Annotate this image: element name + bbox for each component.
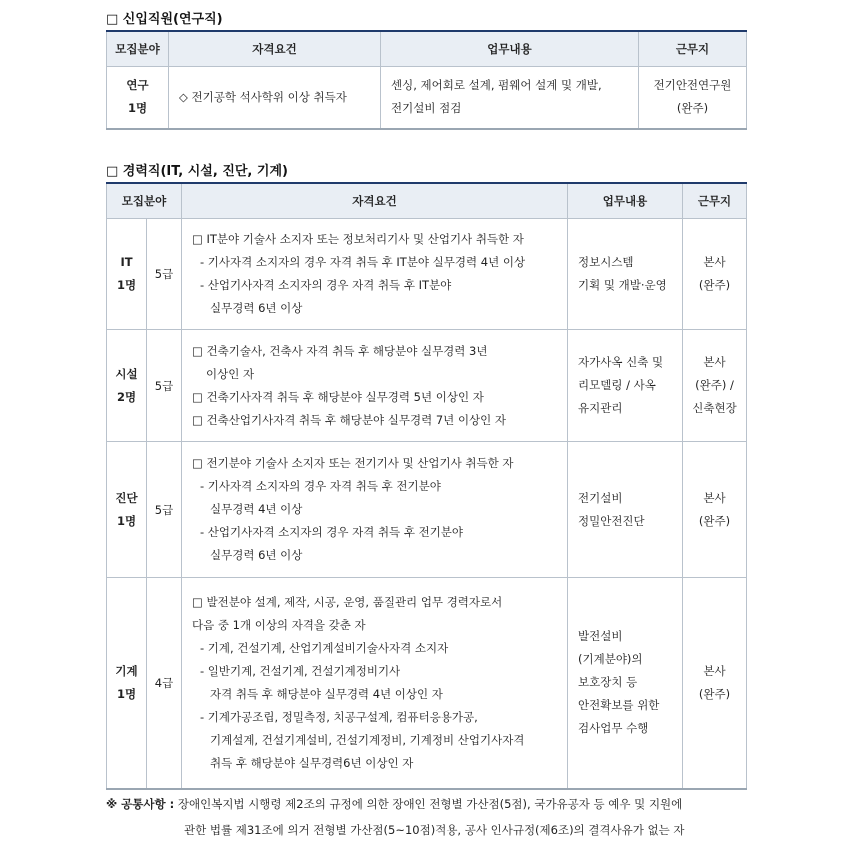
qual-line: 실무경력 6년 이상: [210, 548, 303, 562]
duty-line: 자가사옥 신축 및: [578, 355, 664, 369]
field-cell: [107, 330, 147, 442]
field-name: 시설: [115, 366, 138, 381]
duty-line: 검사업무 수행: [578, 721, 649, 736]
table-header-row: [107, 183, 747, 219]
field-count: 2명: [116, 389, 137, 404]
qual-line: ◇ 전기공학 석사학위 이상 취득자: [179, 89, 347, 104]
table-row: [107, 67, 747, 129]
location-line: 본사: [703, 663, 726, 678]
table-row: [107, 219, 747, 330]
footnote-line2: 관한 법률 제31조에 의거 전형별 가산점(5~10점)적용, 공사 인사규정(제6조)의 결격사유가 없는 자: [184, 823, 685, 837]
qual-cell: [169, 67, 381, 129]
footnote-line1: 장애인복지법 시행령 제2조의 규정에 의한 장애인 전형별 가산점(5점), 국가유공자 등 예우 및 지원에: [177, 797, 683, 811]
grade-cell: 5급: [147, 442, 182, 578]
duty-cell: [568, 578, 683, 789]
location-line: 본사: [703, 255, 726, 269]
location-line: (완주): [698, 278, 731, 292]
duty-line: 정보시스템: [578, 255, 634, 269]
location-line: 신축현장: [692, 401, 737, 415]
qual-line: □ 건축기술사, 건축사 자격 취득 후 해당분야 실무경력 3년: [192, 343, 488, 358]
field-cell: [107, 578, 147, 789]
header-qual: 자격요건: [182, 183, 568, 219]
duty-line: 안전확보를 위한: [578, 698, 660, 713]
field-count: 1명: [127, 101, 148, 116]
qual-line: - 기계가공조립, 정밀측정, 치공구설계, 컴퓨터응용가공,: [200, 709, 478, 724]
header-field: 모집분야: [107, 31, 169, 67]
qual-line: 다음 중 1개 이상의 자격을 갖춘 자: [192, 617, 366, 632]
duty-line: 센싱, 제어회로 설계, 펌웨어 설계 및 개발,: [391, 78, 602, 93]
qual-line: - 기계, 건설기계, 산업기계설비기술사자격 소지자: [200, 640, 449, 655]
qual-line: □ 발전분야 설계, 제작, 시공, 운영, 품질관리 업무 경력자로서: [192, 594, 503, 609]
location-line: (완주): [698, 513, 731, 528]
field-name: 진단: [115, 490, 138, 505]
field-name: IT: [120, 255, 133, 269]
grade-cell: 5급: [147, 219, 182, 330]
duty-line: (기계분야)의: [578, 652, 643, 667]
field-count: 1명: [116, 686, 137, 701]
location-line: 본사: [703, 355, 726, 369]
header-duty: 업무내용: [568, 183, 683, 219]
footnote-line1-wrap: [106, 791, 685, 817]
duty-cell: [568, 442, 683, 578]
table-header-row: [107, 31, 747, 67]
qual-line: □ 전기분야 기술사 소지자 또는 전기기사 및 산업기사 취득한 자: [192, 456, 514, 470]
qual-line: - 기사자격 소지자의 경우 자격 취득 후 IT분야 실무경력 4년 이상: [200, 255, 526, 269]
qual-line: - 산업기사자격 소지자의 경우 자격 취득 후 전기분야: [200, 525, 464, 539]
qual-line: □ 건축산업기사자격 취득 후 해당분야 실무경력 7년 이상인 자: [192, 412, 507, 427]
header-field: 모집분야: [107, 183, 182, 219]
qual-line: 기계설계, 건설기계설비, 건설기계정비, 기계정비 산업기사자격: [210, 732, 525, 747]
field-name: 기계: [115, 663, 138, 678]
qual-cell: [182, 578, 568, 789]
qual-line: - 기사자격 소지자의 경우 자격 취득 후 전기분야: [200, 479, 441, 493]
qual-cell: [182, 219, 568, 330]
qual-line: 이상인 자: [206, 366, 255, 381]
duty-line: 보호장치 등: [578, 675, 638, 690]
qual-line: 취득 후 해당분야 실무경력6년 이상인 자: [210, 755, 414, 770]
duty-cell: [381, 67, 639, 129]
header-duty: 업무내용: [381, 31, 639, 67]
duty-line: 전기설비 점검: [391, 101, 462, 116]
field-name: 연구: [126, 78, 149, 93]
duty-line: 정밀안전진단: [578, 513, 645, 528]
field-cell: [107, 442, 147, 578]
qual-cell: [182, 330, 568, 442]
location-cell: [683, 578, 747, 789]
field-count: 1명: [116, 278, 137, 292]
duty-cell: [568, 219, 683, 330]
field-cell: [107, 67, 169, 129]
location-cell: [683, 330, 747, 442]
location-cell: [639, 67, 747, 129]
footnote-label: ※ 공통사항 :: [106, 797, 175, 811]
header-location: 근무지: [683, 183, 747, 219]
qual-line: - 일반기계, 건설기계, 건설기계정비기사: [200, 663, 401, 678]
grade-cell: 4급: [147, 578, 182, 789]
header-location: 근무지: [639, 31, 747, 67]
header-qual: 자격요건: [169, 31, 381, 67]
footnote: [106, 791, 685, 843]
qual-cell: [182, 442, 568, 578]
location-line: (완주) /: [695, 378, 734, 392]
field-cell: [107, 219, 147, 330]
qual-line: 실무경력 6년 이상: [210, 301, 303, 315]
qual-line: □ IT분야 기술사 소지자 또는 정보처리기사 및 산업기사 취득한 자: [192, 232, 524, 246]
grade-cell: 5급: [147, 330, 182, 442]
duty-line: 기획 및 개발·운영: [578, 278, 667, 292]
qual-line: 실무경력 4년 이상: [210, 502, 303, 516]
duty-cell: [568, 330, 683, 442]
table-row: [107, 578, 747, 789]
location-cell: [683, 442, 747, 578]
location-line: 전기안전연구원: [653, 78, 732, 93]
duty-line: 발전설비: [578, 629, 623, 644]
location-line: (완주): [698, 686, 731, 701]
table-row: [107, 330, 747, 442]
duty-line: 전기설비: [578, 490, 623, 505]
table-row: [107, 442, 747, 578]
experienced-table: [106, 182, 747, 790]
new-staff-table: [106, 30, 747, 130]
section1-title: □ 신입직원(연구직): [106, 12, 223, 27]
field-count: 1명: [116, 513, 137, 528]
duty-line: 리모델링 / 사옥: [578, 378, 656, 392]
location-cell: [683, 219, 747, 330]
duty-line: 유지관리: [578, 401, 623, 415]
qual-line: □ 건축기사자격 취득 후 해당분야 실무경력 5년 이상인 자: [192, 389, 484, 404]
section2-title: □ 경력직(IT, 시설, 진단, 기계): [106, 164, 288, 179]
qual-line: 자격 취득 후 해당분야 실무경력 4년 이상인 자: [210, 686, 443, 701]
location-line: (완주): [676, 101, 709, 116]
location-line: 본사: [703, 490, 726, 505]
qual-line: - 산업기사자격 소지자의 경우 자격 취득 후 IT분야: [200, 278, 452, 292]
